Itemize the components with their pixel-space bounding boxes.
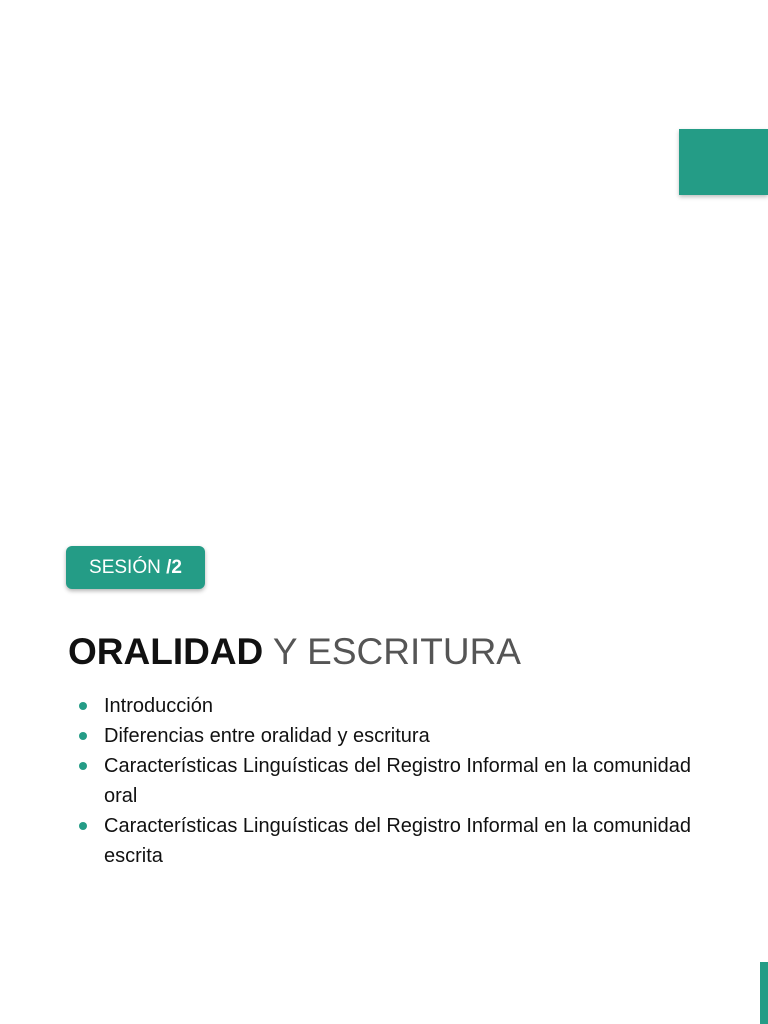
page-title xyxy=(68,626,521,678)
list-item xyxy=(76,751,716,811)
bullet-icon xyxy=(79,732,87,740)
topic-text: Características Linguísticas del Registro Informal en la comunidad escrita xyxy=(104,815,691,867)
bullet-icon xyxy=(79,702,87,710)
topic-text: Diferencias entre oralidad y escritura xyxy=(104,725,430,747)
bullet-icon xyxy=(79,822,87,830)
session-label: SESIÓN xyxy=(89,557,167,578)
corner-accent-tab xyxy=(679,129,768,195)
edge-accent-bar xyxy=(760,962,768,1024)
list-item xyxy=(76,811,716,871)
list-item xyxy=(76,721,716,751)
title-strong: ORALIDAD xyxy=(68,631,264,672)
list-item xyxy=(76,691,716,721)
session-number: /2 xyxy=(166,557,182,578)
topic-text: Características Linguísticas del Registro Informal en la comunidad oral xyxy=(104,755,691,807)
topic-list xyxy=(76,691,716,871)
title-rest: Y ESCRITURA xyxy=(263,631,521,672)
bullet-icon xyxy=(79,762,87,770)
topic-text: Introducción xyxy=(104,695,213,717)
session-badge xyxy=(66,546,205,589)
